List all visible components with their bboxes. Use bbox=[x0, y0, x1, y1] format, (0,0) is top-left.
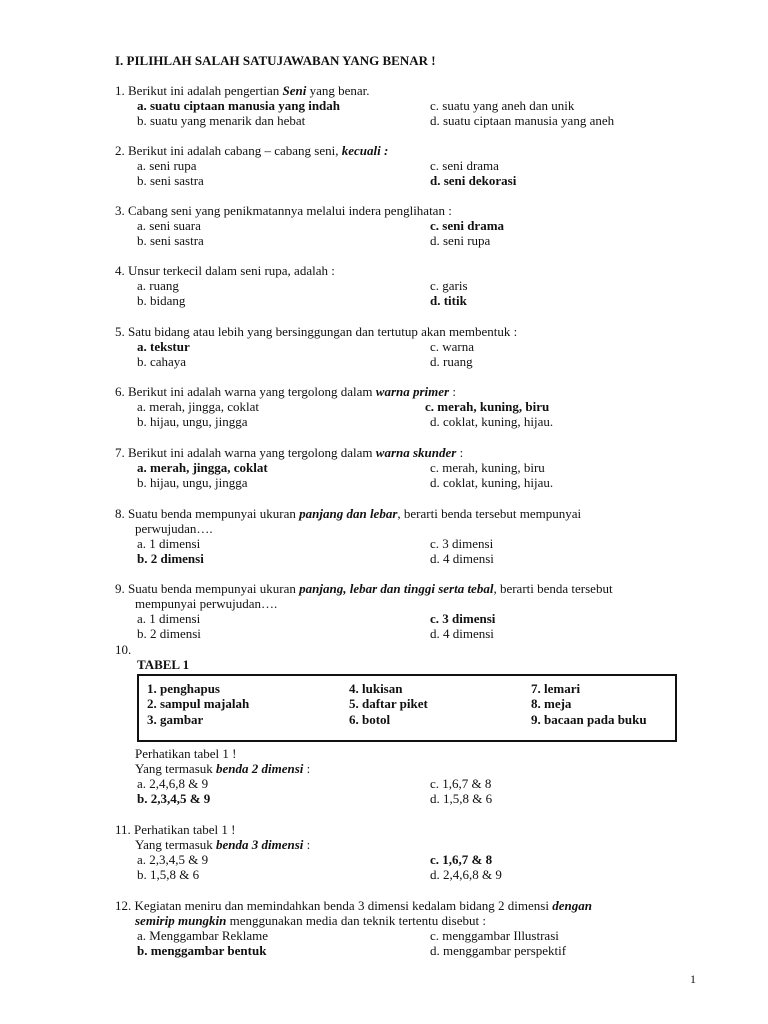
option-b: b. 2 dimensi bbox=[137, 551, 204, 566]
option-a: a. 2,3,4,5 & 9 bbox=[137, 852, 209, 867]
table-cell: 5. daftar piket bbox=[349, 696, 428, 711]
question-1 bbox=[115, 83, 715, 128]
option-d: d. menggambar perspektif bbox=[430, 943, 567, 958]
option-c: c. seni drama bbox=[430, 218, 505, 233]
table-cell: 2. sampul majalah bbox=[147, 696, 250, 711]
option-a: a. merah, jingga, coklat bbox=[137, 399, 260, 414]
option-b: b. 1,5,8 & 6 bbox=[137, 867, 200, 882]
option-a: a. 1 dimensi bbox=[137, 611, 201, 626]
question-text-continued: perwujudan…. bbox=[135, 521, 213, 536]
option-d: d. titik bbox=[430, 293, 467, 308]
question-text: 4. Unsur terkecil dalam seni rupa, adalah : bbox=[115, 263, 335, 278]
option-d: d. 4 dimensi bbox=[430, 551, 494, 566]
option-c: c. merah, kuning, biru bbox=[425, 399, 550, 414]
question-text: 2. Berikut ini adalah cabang – cabang seni, kecuali : bbox=[115, 143, 389, 158]
option-b: b. hijau, ungu, jingga bbox=[137, 475, 248, 490]
option-c: c. menggambar Illustrasi bbox=[430, 928, 559, 943]
question-text: 1. Berikut ini adalah pengertian Seni yang benar. bbox=[115, 83, 370, 98]
option-a: a. merah, jingga, coklat bbox=[137, 460, 268, 475]
question-text-continued: semirip mungkin menggunakan media dan teknik tertentu disebut : bbox=[135, 913, 486, 928]
option-d: d. seni rupa bbox=[430, 233, 491, 248]
option-c: c. merah, kuning, biru bbox=[430, 460, 545, 475]
question-10 bbox=[115, 746, 715, 806]
option-c: c. suatu yang aneh dan unik bbox=[430, 98, 575, 113]
table-cell: 8. meja bbox=[531, 696, 572, 711]
option-a: a. seni rupa bbox=[137, 158, 197, 173]
option-a: a. Menggambar Reklame bbox=[137, 928, 269, 943]
question-2 bbox=[115, 143, 715, 188]
option-b: b. seni sastra bbox=[137, 173, 204, 188]
question-5 bbox=[115, 324, 715, 369]
table-title: TABEL 1 bbox=[137, 657, 190, 672]
question-text-continued: Yang termasuk benda 3 dimensi : bbox=[135, 837, 311, 852]
option-d: d. 1,5,8 & 6 bbox=[430, 791, 493, 806]
question-text-continued: Yang termasuk benda 2 dimensi : bbox=[135, 761, 311, 776]
table-cell: 3. gambar bbox=[147, 712, 204, 727]
question-text: 5. Satu bidang atau lebih yang bersinggungan dan tertutup akan membentuk : bbox=[115, 324, 518, 339]
option-c: c. 1,6,7 & 8 bbox=[430, 852, 493, 867]
question-4 bbox=[115, 263, 715, 308]
option-a: a. tekstur bbox=[137, 339, 190, 354]
table-1 bbox=[137, 674, 677, 742]
option-a: a. ruang bbox=[137, 278, 179, 293]
option-d: d. suatu ciptaan manusia yang aneh bbox=[430, 113, 615, 128]
option-c: c. warna bbox=[430, 339, 475, 354]
question-text: 3. Cabang seni yang penikmatannya melalui indera penglihatan : bbox=[115, 203, 452, 218]
option-b: b. bidang bbox=[137, 293, 186, 308]
section-header: I. PILIHLAH SALAH SATUJAWABAN YANG BENAR ! bbox=[115, 53, 436, 68]
question-text: 11. Perhatikan tabel 1 ! bbox=[115, 822, 236, 837]
question-8 bbox=[115, 506, 715, 566]
question-text: 8. Suatu benda mempunyai ukuran panjang dan lebar, berarti benda tersebut mempunyai bbox=[115, 506, 582, 521]
question-11 bbox=[115, 822, 715, 882]
option-b: b. 2,3,4,5 & 9 bbox=[137, 791, 211, 806]
table-cell: 7. lemari bbox=[531, 681, 581, 696]
question-text: Perhatikan tabel 1 ! bbox=[135, 746, 237, 761]
option-c: c. 3 dimensi bbox=[430, 611, 496, 626]
option-b: b. menggambar bentuk bbox=[137, 943, 267, 958]
table-cell: 4. lukisan bbox=[349, 681, 403, 696]
option-d: d. coklat, kuning, hijau. bbox=[430, 475, 554, 490]
option-d: d. seni dekorasi bbox=[430, 173, 517, 188]
question-text-continued: mempunyai perwujudan…. bbox=[135, 596, 278, 611]
option-c: c. 3 dimensi bbox=[430, 536, 494, 551]
question-text: 9. Suatu benda mempunyai ukuran panjang, lebar dan tinggi serta tebal, berarti benda tersebut bbox=[115, 581, 613, 596]
question-text: 6. Berikut ini adalah warna yang tergolong dalam warna primer : bbox=[115, 384, 456, 399]
option-a: a. seni suara bbox=[137, 218, 201, 233]
question-text: 12. Kegiatan meniru dan memindahkan benda 3 dimensi kedalam bidang 2 dimensi dengan bbox=[115, 898, 592, 913]
option-d: d. ruang bbox=[430, 354, 473, 369]
option-c: c. 1,6,7 & 8 bbox=[430, 776, 492, 791]
table-cell: 6. botol bbox=[349, 712, 391, 727]
option-d: d. 2,4,6,8 & 9 bbox=[430, 867, 502, 882]
question-12 bbox=[115, 898, 715, 958]
option-d: d. coklat, kuning, hijau. bbox=[430, 414, 554, 429]
question-text: 7. Berikut ini adalah warna yang tergolong dalam warna skunder : bbox=[115, 445, 464, 460]
option-a: a. suatu ciptaan manusia yang indah bbox=[137, 98, 341, 113]
option-b: b. suatu yang menarik dan hebat bbox=[137, 113, 306, 128]
option-b: b. 2 dimensi bbox=[137, 626, 201, 641]
option-b: b. hijau, ungu, jingga bbox=[137, 414, 248, 429]
question-6 bbox=[115, 384, 715, 429]
page-number: 1 bbox=[690, 972, 696, 986]
option-a: a. 2,4,6,8 & 9 bbox=[137, 776, 209, 791]
question-7 bbox=[115, 445, 715, 490]
table-cell: 9. bacaan pada buku bbox=[531, 712, 647, 727]
option-b: b. seni sastra bbox=[137, 233, 204, 248]
option-c: c. seni drama bbox=[430, 158, 499, 173]
table-cell: 1. penghapus bbox=[147, 681, 220, 696]
option-b: b. cahaya bbox=[137, 354, 187, 369]
option-d: d. 4 dimensi bbox=[430, 626, 494, 641]
option-c: c. garis bbox=[430, 278, 468, 293]
question-9 bbox=[115, 581, 715, 641]
option-a: a. 1 dimensi bbox=[137, 536, 201, 551]
question-3 bbox=[115, 203, 715, 248]
question-10-number: 10. bbox=[115, 642, 132, 657]
